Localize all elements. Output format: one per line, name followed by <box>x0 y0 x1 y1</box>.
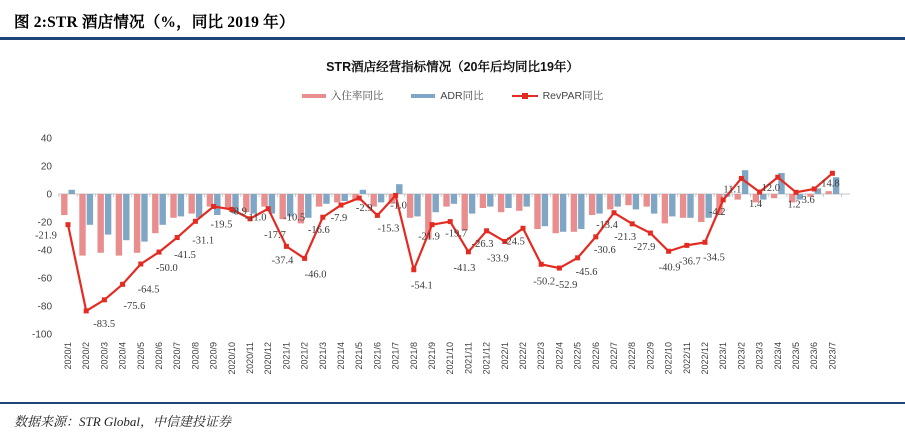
x-tick-label: 2020/6 <box>154 342 164 370</box>
revpar-marker <box>575 255 580 260</box>
adr-bar <box>396 184 402 194</box>
x-tick-label: 2023/2 <box>736 342 747 370</box>
adr-bar <box>505 194 511 208</box>
revpar-point-label: -21.9 <box>35 230 57 242</box>
occupancy-bar <box>334 194 340 202</box>
occupancy-bar <box>189 194 195 214</box>
y-tick-label: -100 <box>31 329 52 341</box>
revpar-marker <box>66 222 71 227</box>
x-tick-label: 2022/12 <box>700 342 710 375</box>
revpar-point-label: -52.9 <box>555 280 578 292</box>
adr-bar <box>469 194 475 214</box>
revpar-point-label: -16.6 <box>307 225 330 237</box>
occupancy-bar <box>607 194 613 209</box>
revpar-marker <box>557 266 562 271</box>
occupancy-bar <box>498 194 504 212</box>
x-tick-label: 2023/1 <box>718 342 729 370</box>
data-source: 数据来源：STR Global，中信建投证券 <box>14 414 232 429</box>
occupancy-bar <box>698 194 704 222</box>
occupancy-bar <box>79 194 85 256</box>
revpar-point-label: -17.7 <box>264 229 286 241</box>
y-tick-label: 0 <box>46 189 52 201</box>
revpar-marker <box>666 249 671 254</box>
x-tick-label: 2021/2 <box>299 342 310 370</box>
x-tick-label: 2020/5 <box>135 342 146 370</box>
x-tick-label: 2021/7 <box>390 342 401 370</box>
revpar-marker <box>266 206 271 211</box>
occupancy-bar <box>116 194 122 256</box>
adr-bar <box>615 194 621 207</box>
x-tick-label: 2021/11 <box>463 342 474 374</box>
revpar-point-label: 12.0 <box>761 183 780 195</box>
revpar-point-label: 1.2 <box>787 199 801 211</box>
occupancy-bar <box>480 194 486 208</box>
revpar-marker <box>320 215 325 220</box>
revpar-point-label: 1.4 <box>749 199 763 211</box>
adr-bar <box>378 194 384 202</box>
x-tick-label: 2021/3 <box>317 342 328 370</box>
adr-bar <box>323 194 329 204</box>
figure-caption: 图 2:STR 酒店情况（%，同比 2019 年） <box>14 14 295 31</box>
x-tick-label: 2021/10 <box>445 342 456 375</box>
adr-bar <box>524 194 530 207</box>
x-tick-label: 2020/12 <box>263 342 274 375</box>
adr-bar <box>160 194 166 225</box>
revpar-point-label: -27.9 <box>633 242 656 254</box>
x-tick-label: 2020/10 <box>226 342 237 375</box>
y-tick-label: 20 <box>40 161 52 173</box>
revpar-point-label: -30.6 <box>593 244 616 256</box>
revpar-point-label: -34.5 <box>703 252 725 264</box>
adr-bar <box>414 194 420 216</box>
revpar-marker <box>430 222 435 227</box>
occupancy-bar <box>261 194 267 207</box>
revpar-point-label: -2.9 <box>355 203 373 215</box>
adr-bar <box>123 194 129 240</box>
x-tick-label: 2022/5 <box>572 342 583 370</box>
revpar-point-label: -26.3 <box>471 238 494 250</box>
revpar-marker <box>357 196 362 201</box>
adr-bar <box>669 194 675 216</box>
x-tick-label: 2020/3 <box>99 342 110 370</box>
x-tick-label: 2022/9 <box>645 342 656 370</box>
adr-bar <box>305 194 311 218</box>
revpar-point-label: 14.8 <box>821 178 840 190</box>
adr-bar <box>87 194 93 225</box>
revpar-marker <box>775 175 780 180</box>
adr-bar <box>651 194 657 214</box>
revpar-point-label: -36.7 <box>678 256 701 268</box>
x-tick-label: 2022/8 <box>627 342 638 370</box>
x-tick-label: 2022/6 <box>590 342 601 370</box>
adr-bar <box>141 194 147 242</box>
x-tick-label: 2022/7 <box>609 342 619 370</box>
occupancy-bar <box>61 194 67 215</box>
occupancy-bar <box>771 194 777 198</box>
x-tick-label: 2021/1 <box>281 342 292 370</box>
adr-bar <box>251 194 257 214</box>
x-tick-label: 2023/7 <box>827 342 838 370</box>
y-tick-label: -80 <box>37 301 52 313</box>
revpar-point-label: -19.7 <box>445 228 468 240</box>
occupancy-bar <box>662 194 668 223</box>
adr-bar <box>633 194 639 209</box>
revpar-marker <box>484 228 489 233</box>
revpar-point-label: -7.9 <box>330 213 348 225</box>
revpar-marker <box>648 231 653 236</box>
occupancy-bar <box>644 194 650 207</box>
revpar-marker <box>175 235 180 240</box>
revpar-point-label: -24.5 <box>503 236 525 248</box>
legend-label: ADR同比 <box>440 90 484 102</box>
x-tick-label: 2022/11 <box>681 342 692 374</box>
revpar-point-label: -54.1 <box>410 280 433 292</box>
revpar-point-label: -41.5 <box>174 250 196 262</box>
revpar-marker <box>612 210 617 215</box>
occupancy-bar <box>443 194 449 207</box>
adr-bar <box>360 190 366 194</box>
revpar-point-label: -10.5 <box>283 212 306 224</box>
revpar-markers <box>66 171 835 314</box>
revpar-marker <box>393 193 398 198</box>
y-tick-label: 40 <box>40 133 52 145</box>
adr-bar <box>560 194 566 232</box>
revpar-marker <box>84 308 89 313</box>
revpar-marker <box>539 262 544 267</box>
revpar-marker <box>703 240 708 245</box>
revpar-point-label: 11.1 <box>723 184 742 196</box>
revpar-point-label: -21.9 <box>418 231 440 243</box>
revpar-marker <box>302 256 307 261</box>
revpar-marker <box>794 190 799 195</box>
occupancy-bar <box>680 194 686 218</box>
legend-label: 入住率同比 <box>330 90 384 102</box>
x-tick-label: 2023/4 <box>772 342 783 370</box>
revpar-marker <box>138 262 143 267</box>
x-tick-label: 2022/2 <box>518 342 528 370</box>
revpar-marker <box>630 221 635 226</box>
revpar-point-label: -83.5 <box>93 318 116 330</box>
occupancy-bar <box>316 194 322 207</box>
revpar-point-label: -50.0 <box>155 263 178 274</box>
occupancy-bar <box>407 194 413 218</box>
revpar-point-label: -33.9 <box>486 253 509 265</box>
revpar-marker <box>466 249 471 254</box>
occupancy-bar <box>462 194 468 230</box>
revpar-point-label: -21.3 <box>614 231 637 243</box>
occupancy-bar <box>98 194 104 253</box>
adr-bar <box>105 194 111 235</box>
revpar-point-label: -8.9 <box>230 206 247 218</box>
revpar-marker <box>411 267 416 272</box>
x-tick-label: 2021/12 <box>481 341 492 375</box>
x-tick-label: 2021/5 <box>354 342 365 370</box>
revpar-point-label: -45.6 <box>575 266 598 278</box>
revpar-point-label: -37.4 <box>271 255 294 267</box>
revpar-point-label: -41.3 <box>453 262 476 274</box>
revpar-marker <box>812 186 817 191</box>
x-tick-label: 2021/6 <box>372 342 383 370</box>
revpar-point-label: -46.0 <box>304 269 327 281</box>
revpar-point-label: -75.6 <box>123 300 146 312</box>
revpar-marker <box>721 197 726 202</box>
adr-bar <box>542 194 548 226</box>
x-tick-label: 2021/4 <box>336 342 346 370</box>
y-tick-label: -60 <box>37 273 52 285</box>
occupancy-bars <box>61 191 832 255</box>
revpar-marker <box>375 213 380 218</box>
revpar-marker <box>102 297 107 302</box>
revpar-marker <box>739 176 744 181</box>
occupancy-bar <box>534 194 540 229</box>
revpar-point-label: -15.3 <box>377 223 400 235</box>
source-divider <box>0 402 905 404</box>
adr-bar <box>69 190 75 194</box>
x-tick-label: 2020/2 <box>81 342 92 370</box>
x-tick-label: 2020/4 <box>117 342 128 370</box>
revpar-point-label: 3.6 <box>801 194 815 206</box>
x-tick-label: 2023/6 <box>809 342 820 370</box>
occupancy-bar <box>553 194 559 233</box>
revpar-marker <box>593 234 598 239</box>
revpar-point-label: -40.9 <box>658 262 681 274</box>
legend-label: RevPAR同比 <box>542 90 604 102</box>
x-tick-label: 2023/5 <box>791 342 801 370</box>
occupancy-bar <box>134 194 140 253</box>
x-tick-label: 2023/3 <box>754 342 765 370</box>
y-tick-label: -40 <box>37 245 52 257</box>
adr-bar <box>342 194 348 201</box>
x-tick-label: 2020/1 <box>63 342 73 370</box>
revpar-marker <box>448 219 453 224</box>
adr-bar <box>596 194 602 214</box>
x-tick-label: 2022/3 <box>536 342 547 370</box>
x-tick-label: 2020/9 <box>208 342 219 370</box>
adr-bar <box>433 194 439 212</box>
chart-title: STR酒店经营指标情况（20年后均同比19年） <box>326 60 579 74</box>
adr-bar <box>178 194 184 216</box>
revpar-point-label: -1.0 <box>390 200 407 212</box>
x-tick-label: 2020/11 <box>245 342 255 374</box>
x-tick-label: 2020/7 <box>172 342 183 370</box>
x-tick-label: 2021/9 <box>427 342 437 370</box>
x-tick-label: 2021/8 <box>408 342 419 370</box>
y-tick-label: -20 <box>37 217 52 229</box>
revpar-point-label: -13.4 <box>596 219 618 231</box>
revpar-marker <box>120 282 125 287</box>
adr-bar <box>487 194 493 207</box>
occupancy-bar <box>170 194 176 218</box>
revpar-marker <box>339 203 344 208</box>
revpar-marker <box>284 244 289 249</box>
x-tick-label: 2022/10 <box>663 342 674 375</box>
revpar-marker <box>521 226 526 231</box>
x-tick-label: 2022/4 <box>554 342 565 370</box>
x-tick-label: 2022/1 <box>499 342 510 370</box>
revpar-marker <box>684 243 689 248</box>
revpar-point-label: -50.2 <box>533 276 556 288</box>
revpar-point-label: -11.0 <box>245 212 267 224</box>
x-tick-label: 2020/8 <box>190 342 201 370</box>
adr-bar <box>578 194 584 229</box>
occupancy-bar <box>571 194 577 232</box>
occupancy-bar <box>589 194 595 215</box>
revpar-marker <box>157 250 162 255</box>
revpar-marker <box>830 171 835 176</box>
occupancy-bar <box>826 191 832 194</box>
occupancy-bar <box>516 194 522 211</box>
occupancy-bar <box>152 194 158 233</box>
occupancy-bar <box>625 194 631 205</box>
adr-bar <box>687 194 693 218</box>
revpar-marker <box>211 204 216 209</box>
revpar-marker <box>193 219 198 224</box>
x-axis-labels <box>63 342 837 375</box>
revpar-point-label: -31.1 <box>192 235 215 247</box>
revpar-point-label: -64.5 <box>137 284 160 296</box>
revpar-point-label: -19.5 <box>210 219 233 231</box>
adr-bar <box>196 194 202 218</box>
adr-bar <box>451 194 457 204</box>
revpar-point-label: -4.2 <box>708 206 726 218</box>
